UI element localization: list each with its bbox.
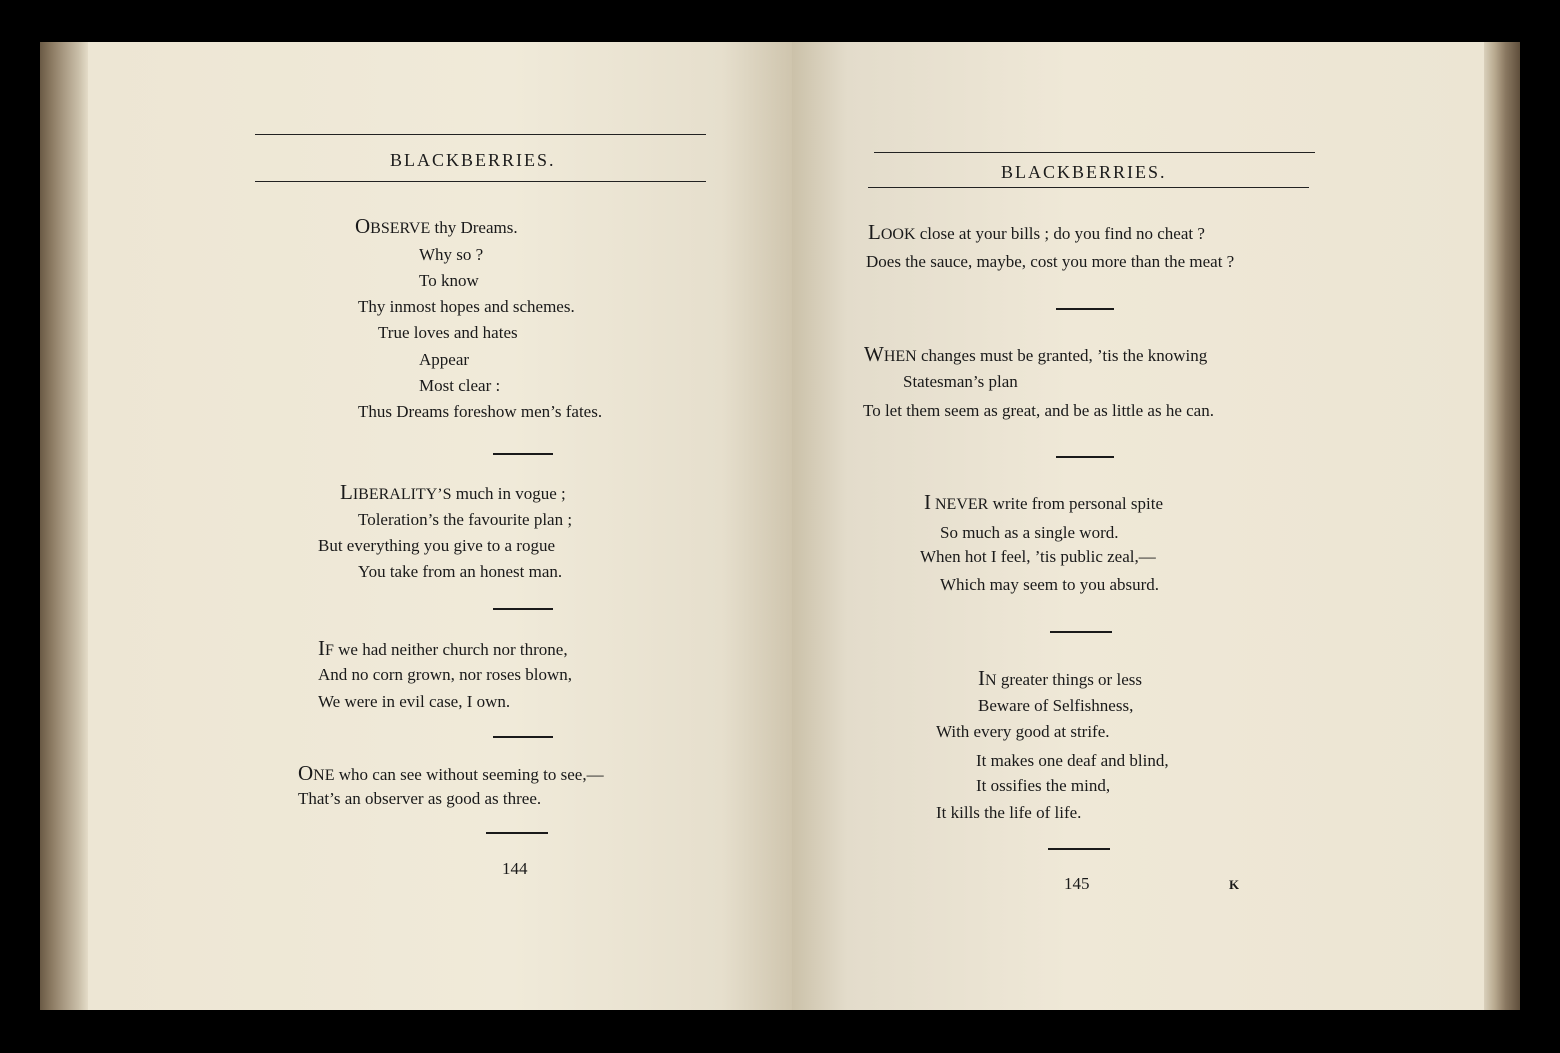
left-page: [88, 42, 792, 1010]
header-rule-top: [255, 134, 706, 135]
verse-line: WHEN changes must be granted, ’tis the knowing: [864, 342, 1208, 366]
page-edges-right: [1484, 42, 1520, 1010]
verse-line: To know: [419, 271, 479, 290]
header-rule-top: [874, 152, 1315, 153]
verse-line: Does the sauce, maybe, cost you more than the meat ?: [866, 252, 1235, 271]
page-number: 145: [1064, 874, 1090, 893]
verse-line: To let them seem as great, and be as little as he can.: [863, 401, 1214, 420]
header-rule-bottom: [868, 187, 1309, 188]
verse-line: When hot I feel, ’tis public zeal,—: [920, 547, 1156, 566]
verse-line: Appear: [419, 350, 470, 369]
right-page: [792, 42, 1484, 1010]
verse-line: It makes one deaf and blind,: [976, 751, 1169, 770]
verse-line: I NEVER write from personal spite: [924, 490, 1164, 514]
verse-line: We were in evil case, I own.: [318, 692, 511, 711]
running-title: BLACKBERRIES.: [1001, 162, 1167, 182]
section-divider: [1056, 308, 1114, 310]
verse-line: But everything you give to a rogue: [318, 536, 556, 555]
verse-line: Thy inmost hopes and schemes.: [358, 297, 575, 316]
section-divider: [493, 736, 553, 738]
verse-line: And no corn grown, nor roses blown,: [318, 665, 573, 684]
open-book: [40, 42, 1520, 1010]
verse-line: It ossifies the mind,: [976, 776, 1111, 795]
verse-line: Which may seem to you absurd.: [940, 575, 1160, 594]
running-title: BLACKBERRIES.: [390, 150, 556, 170]
verse-line: IN greater things or less: [978, 666, 1142, 690]
section-divider: [1050, 631, 1112, 633]
verse-line: Statesman’s plan: [903, 372, 1018, 391]
section-divider: [1048, 848, 1110, 850]
verse-line: LIBERALITY’S much in vogue ;: [340, 480, 566, 504]
verse-line: OBSERVE thy Dreams.: [355, 214, 518, 238]
section-divider: [493, 453, 553, 455]
verse-line: It kills the life of life.: [936, 803, 1082, 822]
section-divider: [486, 832, 548, 834]
verse-line: LOOK close at your bills ; do you find no cheat ?: [868, 220, 1205, 244]
verse-line: Thus Dreams foreshow men’s fates.: [358, 402, 603, 421]
verse-line: You take from an honest man.: [358, 562, 563, 581]
verse-line: IF we had neither church nor throne,: [318, 636, 568, 660]
section-divider: [493, 608, 553, 610]
header-rule-bottom: [255, 181, 706, 182]
verse-line: Toleration’s the favourite plan ;: [358, 510, 573, 529]
section-divider: [1056, 456, 1114, 458]
verse-line: With every good at strife.: [936, 722, 1110, 741]
verse-line: Most clear :: [419, 376, 501, 395]
verse-line: Why so ?: [419, 245, 484, 264]
verse-line: ONE who can see without seeming to see,—: [298, 761, 604, 785]
signature-mark: K: [1229, 877, 1240, 892]
verse-line: So much as a single word.: [940, 523, 1119, 542]
verse-line: True loves and hates: [378, 323, 518, 342]
page-number: 144: [502, 859, 528, 878]
verse-line: Beware of Selfishness,: [978, 696, 1134, 715]
verse-line: That’s an observer as good as three.: [298, 789, 542, 808]
page-edges-left: [40, 42, 88, 1010]
